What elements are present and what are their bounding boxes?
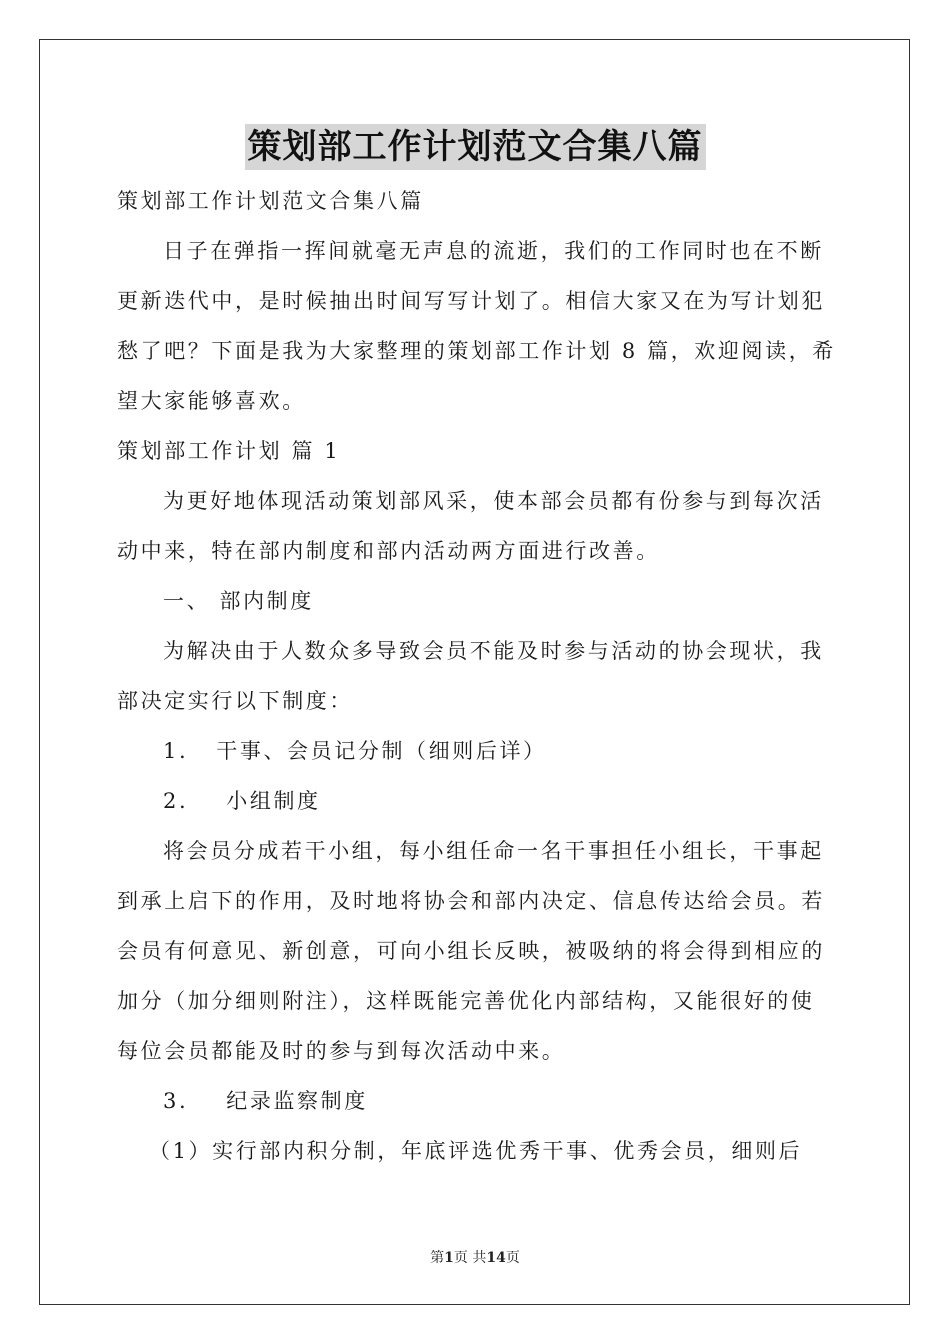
list-item-text: 小组制度 — [226, 789, 321, 813]
body-line: 望大家能够喜欢。 — [117, 389, 306, 413]
title-container — [0, 124, 950, 170]
section-heading: 策划部工作计划 篇 1 — [117, 439, 341, 463]
page-total: 14 — [486, 1250, 506, 1266]
list-number: 2. — [163, 789, 189, 813]
body-line: （1）实行部内积分制，年底评选优秀干事、优秀会员，细则后 — [149, 1139, 803, 1163]
subsection-heading: 一、 部内制度 — [163, 589, 314, 613]
list-item — [117, 726, 835, 776]
body-line: 更新迭代中，是时候抽出时间写写计划了。相信大家又在为写计划犯 — [117, 289, 825, 313]
list-number: 1. — [163, 739, 189, 763]
body-line: 日子在弹指一挥间就毫无声息的流逝，我们的工作同时也在不断 — [163, 239, 824, 263]
body-line: 会员有何意见、新创意，可向小组长反映，被吸纳的将会得到相应的 — [117, 939, 825, 963]
page-label-prefix: 第 — [430, 1250, 445, 1266]
body-line: 为解决由于人数众多导致会员不能及时参与活动的协会现状，我 — [163, 639, 824, 663]
list-item — [117, 1076, 835, 1126]
body-line: 愁了吧？下面是我为大家整理的策划部工作计划 8 篇，欢迎阅读，希 — [117, 339, 836, 363]
document-title: 策划部工作计划范文合集八篇 — [245, 124, 706, 170]
body-line: 为更好地体现活动策划部风采，使本部会员都有份参与到每次活 — [163, 489, 824, 513]
list-item-text: 干事、会员记分制（细则后详） — [216, 739, 547, 763]
body-line: 每位会员都能及时的参与到每次活动中来。 — [117, 1039, 566, 1063]
page-label-suffix: 页 — [505, 1250, 520, 1266]
list-item-text: 纪录监察制度 — [226, 1089, 368, 1113]
document-body — [117, 176, 835, 1176]
page-label-mid: 页 共 — [453, 1250, 487, 1266]
body-line: 策划部工作计划范文合集八篇 — [117, 189, 424, 213]
body-line: 动中来，特在部内制度和部内活动两方面进行改善。 — [117, 539, 660, 563]
list-number: 3. — [163, 1089, 189, 1113]
page-footer — [0, 1249, 950, 1267]
body-line: 部决定实行以下制度： — [117, 689, 353, 713]
page-current: 1 — [444, 1250, 454, 1266]
list-item — [117, 776, 835, 826]
body-line: 加分（加分细则附注），这样既能完善优化内部结构，又能很好的使 — [117, 989, 815, 1013]
body-line: 到承上启下的作用，及时地将协会和部内决定、信息传达给会员。若 — [117, 889, 825, 913]
body-line: 将会员分成若干小组，每小组任命一名干事担任小组长，干事起 — [163, 839, 824, 863]
